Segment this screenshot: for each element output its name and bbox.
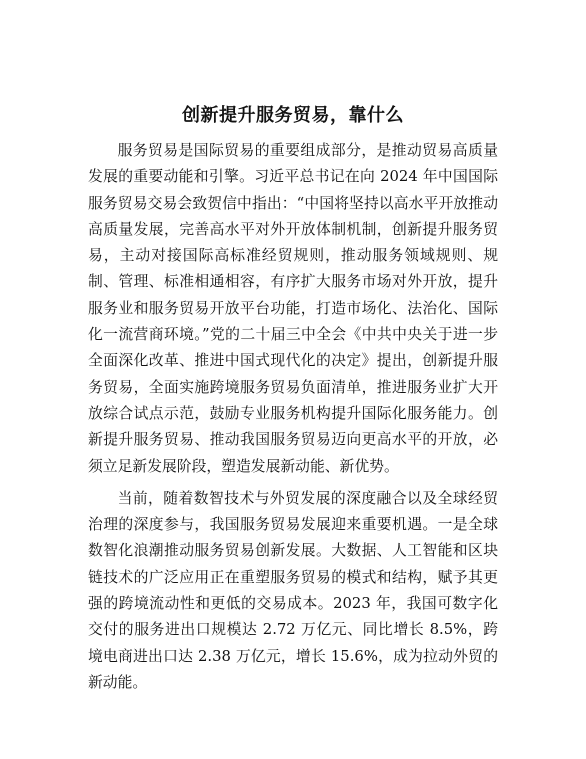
article-title: 创新提升服务贸易，靠什么	[182, 105, 404, 126]
article	[88, 104, 498, 702]
article-paragraph-2: 当前，随着数智技术与外贸发展的深度融合以及全球经贸治理的深度参与，我国服务贸易发展迎来重要机遇。一是全球数智化浪潮推动服务贸易创新发展。大数据、人工智能和区块链技术的广泛应用正在重塑服务贸易的模式和结构，赋予其更强的跨境流动性和更低的交易成本。2023 年，我国可数字化交付的服务进出口规模达 2.72 万亿元、同比增长 8.5%，跨境电商进出口达 2.38 万亿元，增长 15.6%，成为拉动外贸的新动能。	[88, 489, 498, 691]
article-paragraph-1: 服务贸易是国际贸易的重要组成部分，是推动贸易高质量发展的重要动能和引擎。习近平总书记在向 2024 年中国国际服务贸易交易会致贺信中指出：“中国将坚持以高水平开放推动高质量发展，完善高水平对外开放体制机制，创新提升服务贸易，主动对接国际高标准经贸规则，推动服务领域规则、规制、管理、标准相通相容，有序扩大服务市场对外开放，提升服务业和服务贸易开放平台功能，打造市场化、法治化、国际化一流营商环境。”党的二十届三中全会《中共中央关于进一步全面深化改革、推进中国式现代化的决定》提出，创新提升服务贸易，全面实施跨境服务贸易负面清单，推进服务业扩大开放综合试点示范，鼓励专业服务机构提升国际化服务能力。创新提升服务贸易、推动我国服务贸易迈向更高水平的开放，必须立足新发展阶段，塑造发展新动能、新优势。	[88, 142, 498, 475]
